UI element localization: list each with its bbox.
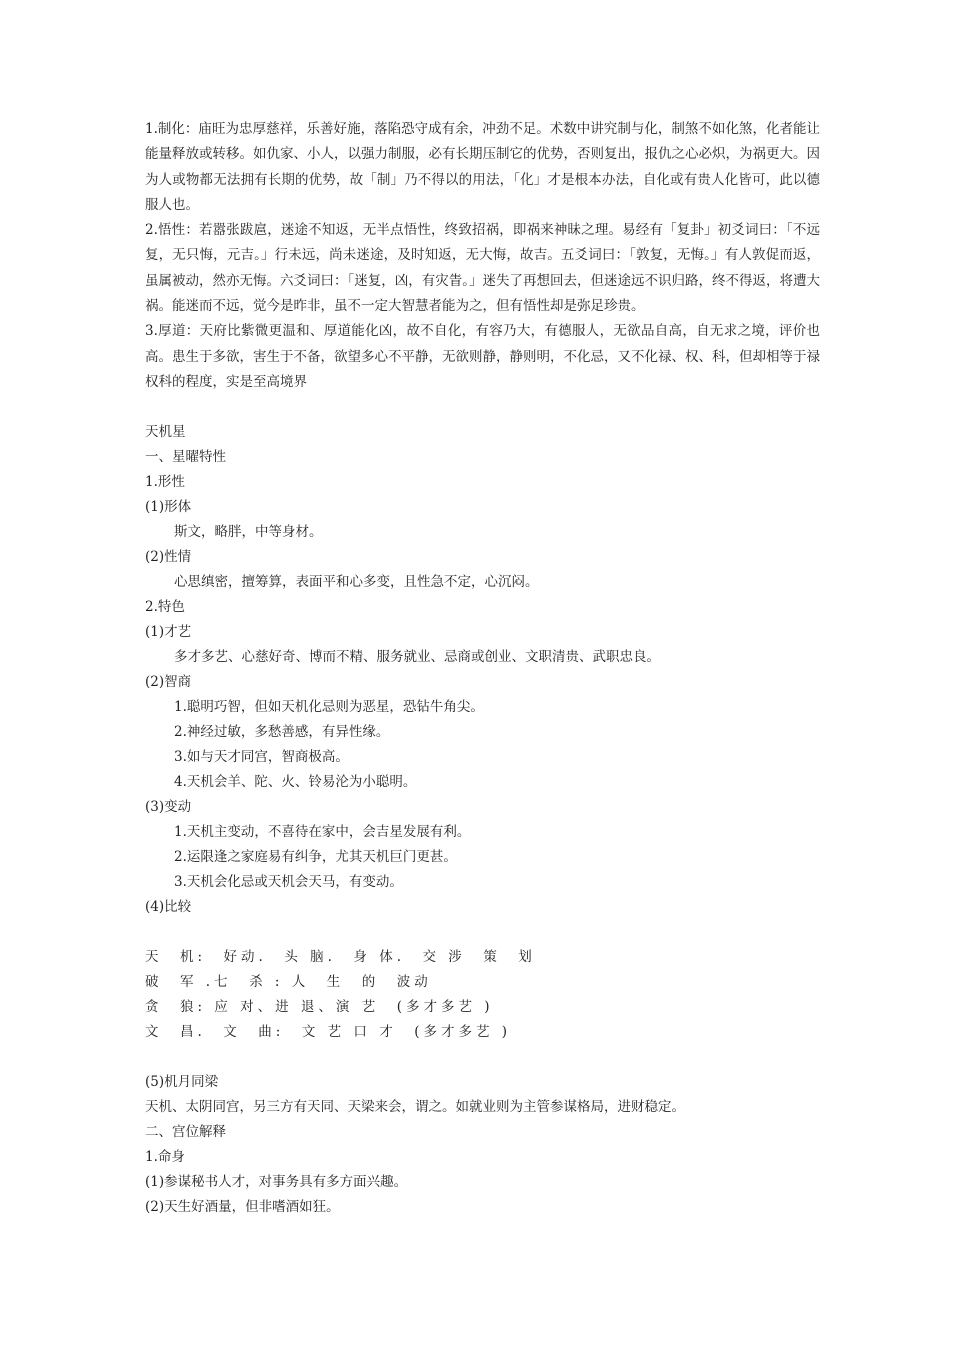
list-item: 2.运限逢之家庭易有纠争，尤其天机巨门更甚。 [174,849,457,866]
heading-xingxing: 1.形性 [145,474,185,491]
list-item: (1)参谋秘书人才，对事务具有多方面兴趣。 [145,1174,408,1191]
spacer [145,1045,820,1070]
paragraph-houdao: 3.厚道：天府比紫微更温和、厚道能化凶，故不自化，有容乃大，有德服人，无欲品自高，自无求之境，评价也高。患生于多欲，害生于不备，欲望多心不平静，无欲则静，静则明，不化忌，又不化禄、权、科，但却相等于禄权科的程度，实是至高境界 [145,323,820,390]
paragraph-wuxing: 2.悟性：若嚣张跋扈，迷途不知返，无半点悟性，终致招祸，即祸来神昧之理。易经有「复卦」初爻词曰：「不远复，无只悔，元吉。」行未远，尚未迷途，及时知返，无大悔，故吉。五爻词曰：「敦复，无悔。」有人敦促而返，虽属被动，然亦无悔。六爻词曰：「迷复，凶，有灾眚。」迷失了再想回去，但迷途远不识归路，终不得返，将遭大祸。能迷而不远，觉今是昨非，虽不一定大智慧者能为之，但有悟性却是弥足珍贵。 [145,222,820,315]
subheading-xingti: (1)形体 [145,499,192,516]
text-xingti: 斯文，略胖，中等身材。 [174,524,323,541]
heading-star-traits: 一、星曜特性 [145,449,226,466]
subheading-bijiao: (4)比较 [145,899,192,916]
compare-row: 天 机: 好动. 头 脑. 身 体. 交 涉 策 划 [145,949,536,966]
list-item: 4.天机会羊、陀、火、铃易沦为小聪明。 [174,774,417,791]
subheading-jiyue: (5)机月同梁 [145,1074,219,1091]
compare-row: 文 昌. 文 曲: 文 艺 口 才 (多才多艺 ) [145,1024,512,1041]
subheading-biandong: (3)变动 [145,799,192,816]
list-item: 1.天机主变动，不喜待在家中，会吉星发展有利。 [174,824,471,841]
paragraph-zhihua: 1.制化：庙旺为忠厚慈祥，乐善好施，落陷恐守成有余，冲劲不足。术数中讲究制与化，制煞不如化煞，化者能让能量释放或转移。如仇家、小人，以强力制服，必有长期压制它的优势，否则复出，报仇之心必炽，为祸更大。因为人或物都无法拥有长期的优势，故「制」乃不得以的用法，「化」才是根本办法，自化或有贵人化皆可，此以德服人也。 [145,121,820,213]
text-jiyue: 天机、太阴同宫，另三方有天同、天梁来会，谓之。如就业则为主管参谋格局，进财稳定。 [145,1099,685,1116]
list-item: 2.神经过敏，多愁善感，有异性缘。 [174,724,390,741]
subheading-xingqing: (2)性情 [145,549,192,566]
text-caiyi: 多才多艺、心慈好奇、博而不精、服务就业、忌商或创业、文职清贵、武职忠良。 [174,649,660,666]
spacer [145,395,820,420]
heading-mingshen: 1.命身 [145,1149,185,1166]
list-item: 3.天机会化忌或天机会天马，有变动。 [174,874,403,891]
compare-row: 破 军 .七 杀 : 人 生 的 波动 [145,974,432,991]
heading-palace: 二、宫位解释 [145,1124,226,1141]
compare-row: 贪 狼: 应 对、进 退、演 艺 (多才多艺 ) [145,999,494,1016]
subheading-caiyi: (1)才艺 [145,624,192,641]
spacer [145,920,820,945]
document-page [145,117,820,1220]
list-item: 1.聪明巧智，但如天机化忌则为恶星，恐钻牛角尖。 [174,699,484,716]
subheading-zhishang: (2)智商 [145,674,192,691]
list-item: 3.如与天才同宫，智商极高。 [174,749,349,766]
list-item: (2)天生好酒量，但非嗜酒如狂。 [145,1199,340,1216]
section-title-tianji: 天机星 [145,424,186,441]
heading-tese: 2.特色 [145,599,185,616]
text-xingqing: 心思缜密，擅筹算，表面平和心多变，且性急不定，心沉闷。 [174,574,539,591]
